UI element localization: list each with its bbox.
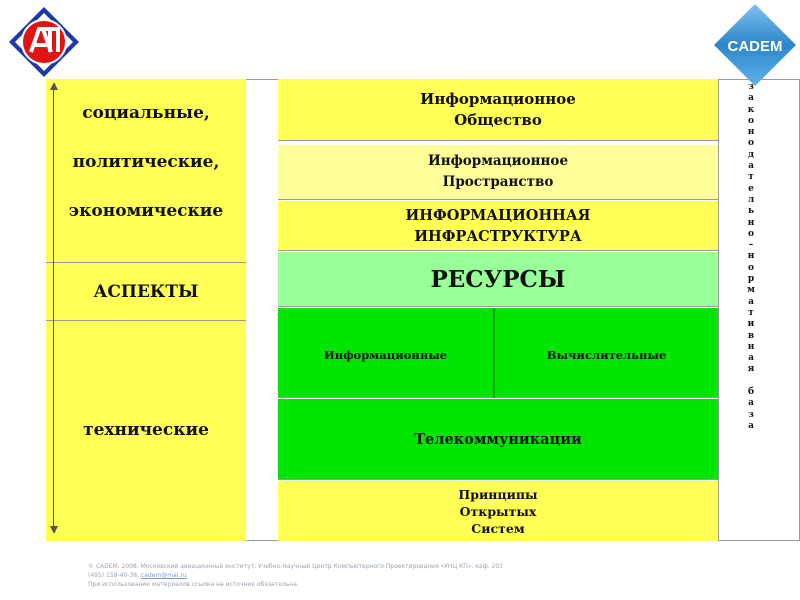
legal-base-char: н [747,217,755,228]
footer-phone: (495) 158-40-38, [88,572,141,579]
layer-information-society-line1: Информационное [420,89,576,108]
legal-base-char: з [748,82,754,92]
legal-base-char: о [747,262,754,273]
ap-logo [8,6,80,78]
aspect-economic: экономические [68,201,224,221]
legal-base-char: о [747,138,754,149]
principles-line1: Принципы [458,486,538,502]
aspect-technical: технические [83,420,209,440]
footer-line1: © CADEM, 2008. Московский авиационный институт, Учебно-Научный Центр Компьютерного Проектирования «УНЦ КП», каф. 203 [88,563,503,570]
legal-base-char: я [747,364,755,375]
legal-base-char: а [748,296,754,307]
legal-base-char: м [747,285,755,296]
layer-infrastructure-line1: ИНФОРМАЦИОННАЯ [405,206,591,224]
legal-base-char: н [747,341,755,352]
legal-base-char: з [748,409,754,420]
cadem-logo-text: CADEM [727,38,783,55]
legal-base-char: в [747,330,755,341]
aspects-title: АСПЕКТЫ [93,281,199,302]
open-systems-principles [278,481,718,541]
layer-resources [278,252,718,307]
layer-resources-title: РЕСУРСЫ [430,265,566,293]
footer-line3: При использовании материалов ссылка на источник обязательна. [88,581,299,588]
arrow-up-icon [50,82,58,90]
legal-base-char: а [748,161,754,172]
legal-base-char: – [748,240,754,251]
arrow-down-icon [50,526,58,534]
principles-line3: Систем [471,520,525,536]
legal-base-vertical-text [736,82,766,432]
aspects-divider-bottom [46,320,246,321]
legal-base-char: о [747,115,754,126]
legal-base-char: н [747,251,755,262]
aspect-political: политические, [72,152,220,172]
legal-base-char: д [748,149,754,160]
aspect-types [46,89,246,236]
layer-information-space-line2: Пространство [442,174,554,190]
legal-base-char [736,376,766,387]
footer-email-link[interactable]: cadem@mai.ru [140,572,187,579]
layer-information-society-line2: Общество [454,110,542,129]
legal-base-char: р [747,274,755,285]
layer-information-space-line1: Информационное [427,153,569,169]
legal-base-char: а [748,93,754,104]
resource-telecom [278,399,718,480]
legal-base-char: т [748,172,754,183]
footer-line2 [88,571,708,580]
vertical-arrow [53,88,54,528]
layer-information-infrastructure [278,201,718,251]
resource-computing: Вычислительные [546,348,667,362]
legal-base-char: н [747,127,755,138]
legal-base-char: о [747,228,754,239]
resource-telecom-label: Телекоммуникации [414,430,582,448]
aspect-social: социальные, [82,103,210,123]
legal-base-char: е [748,183,754,194]
resource-informational: Информационные [323,348,448,362]
legal-base-char: т [748,307,754,318]
principles-line2: Открытых [459,503,537,519]
legal-base-char: и [747,319,755,330]
legal-base-char: к [747,104,755,115]
cadem-logo [712,2,798,88]
layer-information-space [278,145,718,200]
layer-information-society [278,79,718,141]
footer-copyright [88,562,708,589]
legal-base-char: а [748,398,754,409]
legal-base-char: а [748,353,754,364]
legal-base-char: ь [747,206,755,217]
layer-infrastructure-line2: ИНФРАСТРУКТУРА [414,227,582,245]
legal-base-char: б [747,387,754,398]
legal-base-char: а [748,420,754,431]
legal-base-char: л [747,194,755,205]
